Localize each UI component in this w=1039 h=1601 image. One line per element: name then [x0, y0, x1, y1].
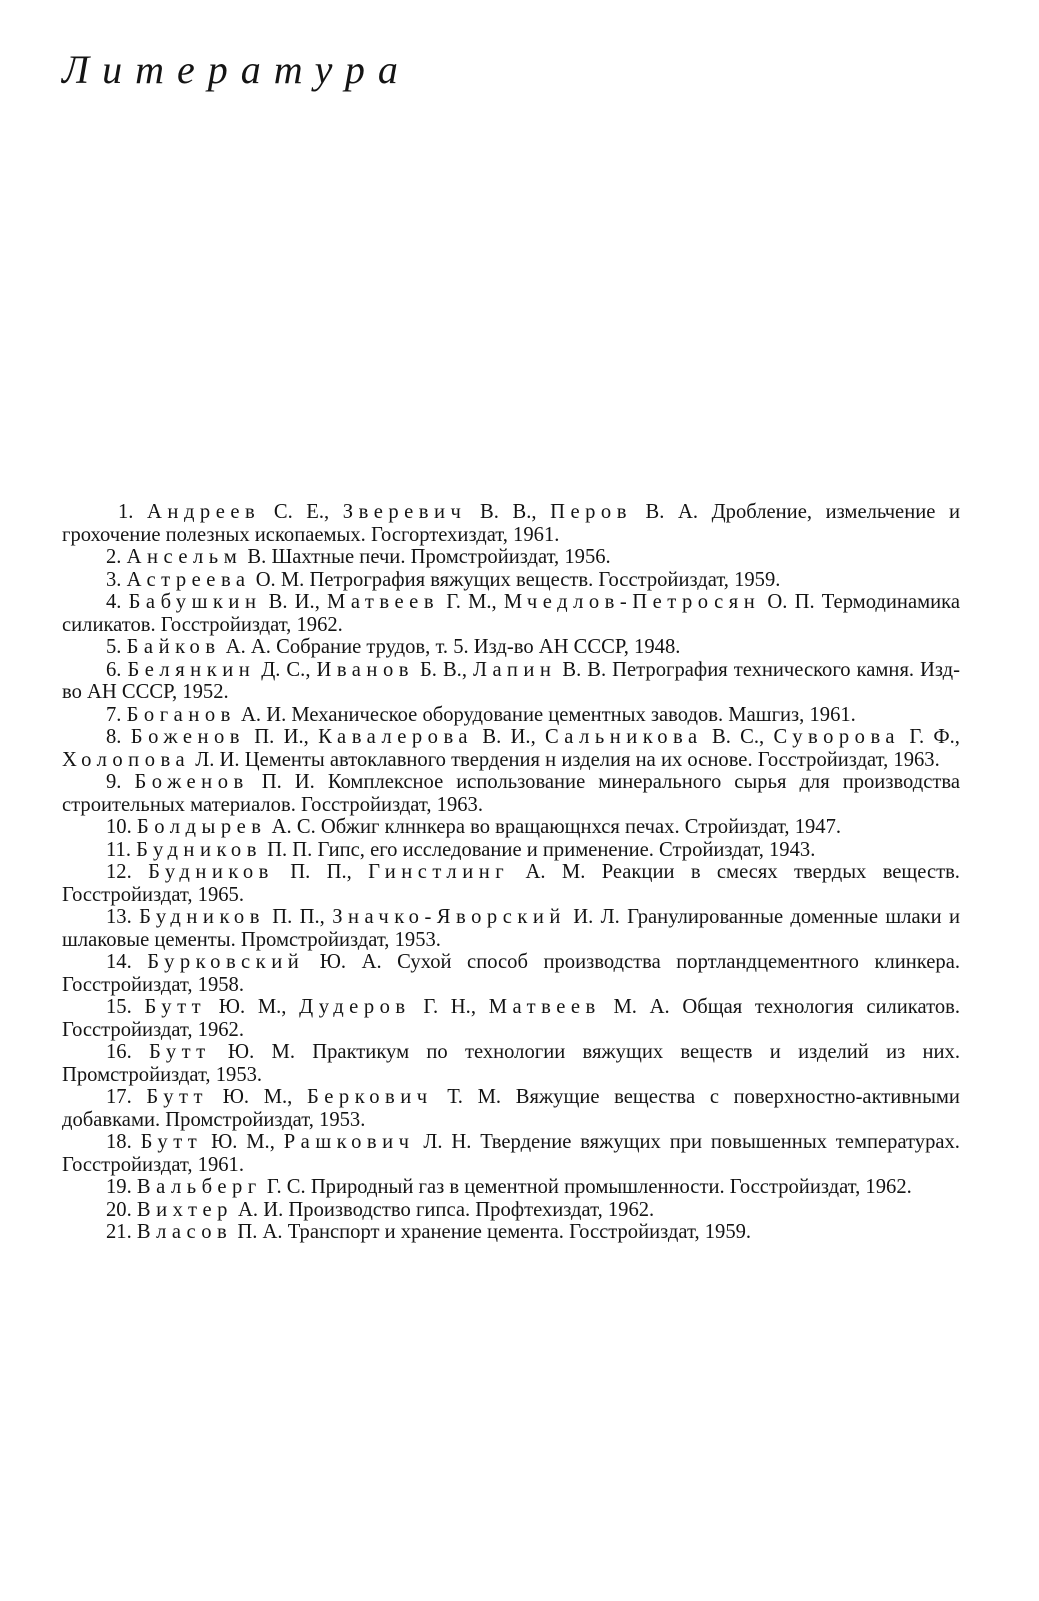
bibliography-entry: [62, 591, 960, 636]
author-surname: Боженов: [130, 726, 245, 748]
entry-title: Собрание трудов, т. 5. Изд-во АН СССР, 1948.: [276, 636, 681, 658]
entry-number: 11.: [106, 838, 131, 861]
entry-title: Твердение вяжущих при повышенных температурах. Госстройиздат, 1961.: [62, 1131, 960, 1176]
author-surname: Власов: [136, 1221, 233, 1243]
entry-number: 18.: [106, 1131, 132, 1153]
author-surname: Значко-Яворский: [332, 906, 566, 928]
entry-number: 13.: [106, 906, 132, 928]
bibliography-entry: [62, 636, 960, 659]
entry-number: 4.: [106, 591, 122, 613]
bibliography-entry: [62, 546, 960, 569]
author-surname: Бутт: [140, 1131, 203, 1153]
author-surname: Перов: [550, 501, 632, 523]
author-surname: Зверевич: [342, 501, 467, 523]
author-surname: Суворова: [773, 726, 901, 748]
bibliography-entry: [62, 816, 960, 839]
entry-number: 3.: [106, 568, 122, 591]
author-surname: Бутт: [144, 996, 207, 1018]
entry-number: 20.: [106, 1198, 132, 1221]
bibliography-entry: [62, 839, 960, 862]
author-initials: Г. Н.,: [423, 996, 476, 1018]
bibliography-entry: [62, 1176, 960, 1199]
author-initials: П. А.: [237, 1221, 283, 1243]
entry-number: 19.: [106, 1176, 132, 1198]
bibliography-entry: [62, 1131, 960, 1176]
entry-title: Природный газ в цементной промышленности. Госстройиздат, 1962.: [310, 1176, 912, 1198]
bibliography-entry: [62, 771, 960, 816]
bibliography-entry: [62, 501, 960, 546]
entry-title: Реакции в смесях твердых веществ. Госстройиздат, 1965.: [62, 861, 960, 906]
author-initials: Л. И.: [195, 748, 240, 771]
author-initials: Д. С.,: [261, 658, 311, 681]
bibliography-entry: [62, 1041, 960, 1086]
author-surname: Сальникова: [545, 726, 703, 748]
entry-number: 15.: [106, 996, 132, 1018]
author-surname: Вихтер: [136, 1198, 233, 1221]
entry-title: Петрография технического камня. Изд-во АН СССР, 1952.: [62, 658, 961, 703]
author-surname: Бутт: [149, 1041, 211, 1063]
author-surname: Гинстлинг: [368, 861, 510, 883]
author-initials: Л. Н.: [423, 1131, 472, 1153]
author-initials: П. И.: [261, 771, 315, 793]
author-initials: А. И.: [238, 1198, 284, 1221]
entry-title: Практикум по технологии вяжущих веществ и изделий из них. Промстройиздат, 1953.: [62, 1041, 960, 1086]
author-surname: Будников: [139, 906, 265, 928]
entry-number: 9.: [106, 771, 122, 793]
author-initials: Ю. М.,: [211, 1131, 275, 1153]
author-initials: Г. М.,: [446, 591, 497, 613]
entry-title: Комплексное использование минерального сырья для производства строительных материалов. Госстройиздат, 1963.: [62, 771, 960, 816]
entry-title: Термодинамика силикатов. Госстройиздат, 1962.: [62, 591, 960, 636]
author-surname: Боженов: [134, 771, 249, 793]
entry-number: 12.: [106, 861, 132, 883]
author-initials: Ю. А.: [319, 951, 382, 973]
author-initials: А. И.: [241, 703, 287, 726]
author-initials: В. В.,: [479, 501, 537, 523]
author-initials: С. Е.,: [273, 501, 330, 523]
page-title: Литература: [62, 47, 411, 92]
entry-number: 17.: [106, 1086, 132, 1108]
bibliography-entry: [62, 569, 960, 592]
author-initials: В. И.,: [482, 726, 536, 748]
author-surname: Матвеев: [488, 996, 601, 1018]
author-initials: А. С.: [271, 816, 316, 838]
entry-title: Петрография вяжущих веществ. Госстройиздат, 1959.: [309, 568, 781, 591]
author-surname: Астреева: [126, 568, 251, 591]
author-surname: Рашкович: [283, 1131, 415, 1153]
author-initials: В. С.,: [711, 726, 765, 748]
author-surname: Матвеев: [327, 591, 440, 613]
bibliography-entry: [62, 1221, 960, 1244]
entry-number: 7.: [106, 703, 122, 726]
author-initials: П. П.,: [272, 906, 325, 928]
entry-number: 1.: [118, 501, 134, 523]
bibliography-entry: [62, 906, 960, 951]
author-surname: Кавалерова: [318, 726, 474, 748]
entry-title: Гипс, его исследование и применение. Стройиздат, 1943.: [317, 838, 816, 861]
entry-title: Гранулированные доменные шлаки и шлаковые цементы. Промстройиздат, 1953.: [62, 906, 961, 951]
author-initials: В. В.: [562, 658, 607, 681]
bibliography-entry: [62, 861, 960, 906]
bibliography-entry: [62, 951, 960, 996]
entry-title: Производство гипса. Профтехиздат, 1962.: [288, 1198, 655, 1221]
entry-title: Цементы автоклавного твердения н изделия на их основе. Госстройиздат, 1963.: [244, 748, 940, 771]
author-surname: Болдырев: [136, 816, 267, 838]
author-initials: В. А.: [645, 501, 699, 523]
entry-title: Вяжущие вещества с поверхностно-активными добавками. Промстройиздат, 1953.: [62, 1086, 960, 1131]
author-surname: Белянкин: [127, 658, 256, 681]
bibliography-entry: [62, 1199, 960, 1222]
entry-title: Механическое оборудование цементных заводов. Машгиз, 1961.: [291, 703, 856, 726]
entry-title: Транспорт и хранение цемента. Госстройиздат, 1959.: [287, 1221, 752, 1243]
author-initials: Б. В.,: [419, 658, 467, 681]
author-initials: Т. М.: [447, 1086, 502, 1108]
author-surname: Боганов: [126, 703, 236, 726]
entry-number: 5.: [106, 636, 122, 658]
author-initials: Г. С.: [266, 1176, 306, 1198]
author-initials: М. А.: [613, 996, 670, 1018]
author-surname: Бабушкин: [128, 591, 262, 613]
author-initials: П. И.,: [254, 726, 309, 748]
entry-number: 6.: [106, 658, 122, 681]
author-surname: Беркович: [306, 1086, 433, 1108]
author-initials: В. И.,: [268, 591, 320, 613]
author-initials: О. М.: [255, 568, 305, 591]
author-surname: Иванов: [316, 658, 414, 681]
entry-number: 16.: [106, 1041, 132, 1063]
author-initials: Ю. М.: [227, 1041, 295, 1063]
entry-number: 10.: [106, 816, 132, 838]
entry-title: Сухой способ производства портландцементного клинкера. Госстройиздат, 1958.: [62, 951, 960, 996]
entry-title: Общая технология силикатов. Госстройиздат, 1962.: [62, 996, 960, 1041]
author-surname: Андреев: [147, 501, 261, 523]
author-initials: А. А.: [225, 636, 271, 658]
entry-number: 21.: [106, 1221, 132, 1243]
bibliography-entry: [62, 704, 960, 727]
bibliography-entry: [62, 726, 960, 771]
bibliography-entry: [62, 996, 960, 1041]
author-initials: П. П.,: [290, 861, 352, 883]
author-surname: Мчедлов-Петросян: [503, 591, 761, 613]
author-surname: Холопова: [62, 748, 191, 771]
author-initials: Ю. М.,: [222, 1086, 293, 1108]
author-surname: Вальберг: [136, 1176, 262, 1198]
author-surname: Ансельм: [126, 546, 243, 568]
author-surname: Лапин: [472, 658, 557, 681]
author-initials: И. Л.: [573, 906, 620, 928]
bibliography-entry: [62, 1086, 960, 1131]
author-initials: А. М.: [525, 861, 586, 883]
author-initials: В.: [247, 546, 267, 568]
author-initials: П. П.: [267, 838, 313, 861]
entry-number: 2.: [106, 546, 122, 568]
bibliography-entry: [62, 659, 960, 704]
author-initials: Ю. М.,: [218, 996, 287, 1018]
author-surname: Байков: [126, 636, 221, 658]
author-surname: Бутт: [146, 1086, 209, 1108]
author-initials: О. П.: [767, 591, 815, 613]
entry-number: 8.: [106, 726, 122, 748]
author-surname: Будников: [148, 861, 274, 883]
entry-title: Дробление, измельчение и грохочение полезных ископаемых. Госгортехиздат, 1961.: [62, 501, 960, 546]
author-surname: Будников: [136, 838, 262, 861]
author-surname: Бурковский: [147, 951, 305, 973]
entry-title: Обжиг клннкера во вращающнхся печах. Стройиздат, 1947.: [320, 816, 842, 838]
author-initials: Г. Ф.,: [909, 726, 960, 748]
entry-number: 14.: [106, 951, 132, 973]
entry-title: Шахтные печи. Промстройиздат, 1956.: [271, 546, 611, 568]
author-surname: Дудеров: [299, 996, 411, 1018]
bibliography-list: [62, 501, 960, 1244]
